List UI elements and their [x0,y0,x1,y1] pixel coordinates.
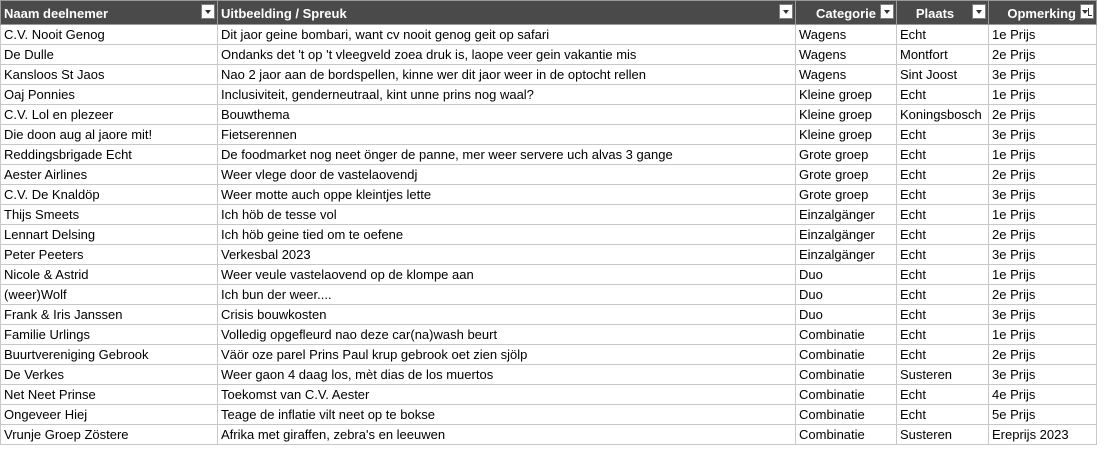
cell-name[interactable]: Peter Peeters [1,245,218,265]
table-row [1,145,1097,165]
filter-dropdown-icon[interactable] [880,4,894,19]
table-row [1,185,1097,205]
cell-name[interactable]: Buurtvereniging Gebrook [1,345,218,365]
cell-remark[interactable]: 1e Prijs [989,25,1097,45]
table-row [1,345,1097,365]
cell-category[interactable]: Combinatie [796,425,897,445]
cell-remark[interactable]: 1e Prijs [989,205,1097,225]
filter-dropdown-icon[interactable] [972,4,986,19]
cell-category[interactable]: Combinatie [796,325,897,345]
cell-remark[interactable]: 3e Prijs [989,125,1097,145]
cell-category[interactable]: Duo [796,265,897,285]
cell-name[interactable]: C.V. Lol en plezeer [1,105,218,125]
cell-category[interactable]: Einzalgänger [796,225,897,245]
cell-place[interactable]: Koningsbosch [897,105,989,125]
cell-name[interactable]: De Dulle [1,45,218,65]
cell-category[interactable]: Combinatie [796,385,897,405]
cell-remark[interactable]: Ereprijs 2023 [989,425,1097,445]
cell-name[interactable]: Frank & Iris Janssen [1,305,218,325]
table-row [1,45,1097,65]
header-place[interactable] [897,1,989,25]
header-theme-label: Uitbeelding / Spreuk [221,5,347,21]
table-row [1,385,1097,405]
cell-place[interactable]: Susteren [897,425,989,445]
cell-name[interactable]: De Verkes [1,365,218,385]
cell-category[interactable]: Einzalgänger [796,245,897,265]
cell-remark[interactable]: 1e Prijs [989,325,1097,345]
table-row [1,105,1097,125]
cell-remark[interactable]: 2e Prijs [989,285,1097,305]
cell-theme[interactable]: Volledig opgefleurd nao deze car(na)wash beurt [218,325,796,345]
cell-place[interactable]: Echt [897,265,989,285]
cell-theme[interactable]: Fietserennen [218,125,796,145]
cell-category[interactable]: Combinatie [796,365,897,385]
cell-theme[interactable]: Weer veule vastelaovend op de klompe aan [218,265,796,285]
cell-theme[interactable]: Weer vlege door de vastelaovendj [218,165,796,185]
cell-name[interactable]: Vrunje Groep Zöstere [1,425,218,445]
table-row [1,65,1097,85]
cell-remark[interactable]: 4e Prijs [989,385,1097,405]
cell-theme[interactable]: Nao 2 jaor aan de bordspellen, kinne wer dit jaor weer in de optocht rellen [218,65,796,85]
cell-name[interactable]: C.V. Nooit Genog [1,25,218,45]
cell-category[interactable]: Wagens [796,45,897,65]
table-row [1,245,1097,265]
cell-category[interactable]: Grote groep [796,185,897,205]
cell-name[interactable]: Reddingsbrigade Echt [1,145,218,165]
cell-category[interactable]: Wagens [796,25,897,45]
cell-remark[interactable]: 2e Prijs [989,345,1097,365]
cell-name[interactable]: Oaj Ponnies [1,85,218,105]
cell-name[interactable]: Die doon aug al jaore mit! [1,125,218,145]
cell-theme[interactable]: Ich bun der weer.... [218,285,796,305]
table-row [1,265,1097,285]
filter-dropdown-icon[interactable] [779,4,793,19]
cell-place[interactable]: Echt [897,165,989,185]
cell-theme[interactable]: Crisis bouwkosten [218,305,796,325]
table-row [1,165,1097,185]
cell-theme[interactable]: Weer motte auch oppe kleintjes lette [218,185,796,205]
table-row [1,85,1097,105]
cell-remark[interactable]: 2e Prijs [989,105,1097,125]
cell-category[interactable]: Combinatie [796,405,897,425]
cell-remark[interactable]: 5e Prijs [989,405,1097,425]
cell-theme[interactable]: Ich höb geine tied om te oefene [218,225,796,245]
cell-theme[interactable]: Ich höb de tesse vol [218,205,796,225]
cell-place[interactable]: Sint Joost [897,65,989,85]
cell-theme[interactable]: Bouwthema [218,105,796,125]
table-row [1,205,1097,225]
cell-category[interactable]: Combinatie [796,345,897,365]
table-row [1,425,1097,445]
cell-category[interactable]: Duo [796,285,897,305]
cell-remark[interactable]: 2e Prijs [989,165,1097,185]
cell-theme[interactable]: De foodmarket nog neet önger de panne, mer weer servere uch alvas 3 gange [218,145,796,165]
cell-remark[interactable]: 1e Prijs [989,145,1097,165]
cell-remark[interactable]: 3e Prijs [989,305,1097,325]
cell-name[interactable]: Familie Urlings [1,325,218,345]
cell-place[interactable]: Montfort [897,45,989,65]
header-category-label: Categorie [816,5,876,21]
header-row [1,1,1097,25]
cell-place[interactable]: Echt [897,225,989,245]
cell-theme[interactable]: Afrika met giraffen, zebra's en leeuwen [218,425,796,445]
cell-place[interactable]: Echt [897,125,989,145]
cell-category[interactable]: Grote groep [796,165,897,185]
cell-theme[interactable]: Ondanks det 't op 't vleegveld zoea druk is, laope veer gein vakantie mis [218,45,796,65]
cell-place[interactable]: Echt [897,145,989,165]
cell-category[interactable]: Grote groep [796,145,897,165]
cell-name[interactable]: Ongeveer Hiej [1,405,218,425]
header-remark-label: Opmerking [1007,5,1076,21]
cell-theme[interactable]: Teage de inflatie vilt neet op te bokse [218,405,796,425]
cell-remark[interactable]: 2e Prijs [989,45,1097,65]
table-row [1,405,1097,425]
header-remark[interactable] [989,1,1097,25]
header-name[interactable] [1,1,218,25]
cell-place[interactable]: Echt [897,25,989,45]
cell-place[interactable]: Echt [897,385,989,405]
cell-place[interactable]: Echt [897,325,989,345]
cell-name[interactable]: C.V. De Knaldöp [1,185,218,205]
cell-category[interactable]: Wagens [796,65,897,85]
cell-theme[interactable]: Weer gaon 4 daag los, mèt dias de los muertos [218,365,796,385]
cell-remark[interactable]: 3e Prijs [989,245,1097,265]
cell-theme[interactable]: Väör oze parel Prins Paul krup gebrook oet zien sjölp [218,345,796,365]
cell-name[interactable]: Lennart Delsing [1,225,218,245]
header-place-label: Plaats [915,5,955,21]
cell-category[interactable]: Einzalgänger [796,205,897,225]
cell-theme[interactable]: Toekomst van C.V. Aester [218,385,796,405]
cell-place[interactable]: Echt [897,245,989,265]
table-row [1,325,1097,345]
cell-place[interactable]: Echt [897,405,989,425]
cell-remark[interactable]: 1e Prijs [989,85,1097,105]
table-row [1,285,1097,305]
table-row [1,125,1097,145]
cell-place[interactable]: Echt [897,345,989,365]
cell-place[interactable]: Echt [897,305,989,325]
cell-name[interactable]: Kansloos St Jaos [1,65,218,85]
filter-dropdown-icon[interactable] [201,4,215,19]
table-row [1,365,1097,385]
cell-theme[interactable]: Inclusiviteit, genderneutraal, kint unne prins nog waal? [218,85,796,105]
cell-remark[interactable]: 1e Prijs [989,265,1097,285]
cell-remark[interactable]: 2e Prijs [989,225,1097,245]
filter-active-icon[interactable] [1080,4,1094,19]
cell-name[interactable]: Thijs Smeets [1,205,218,225]
cell-category[interactable]: Kleine groep [796,105,897,125]
cell-category[interactable]: Kleine groep [796,85,897,105]
table-row [1,25,1097,45]
table-row [1,225,1097,245]
cell-place[interactable]: Echt [897,285,989,305]
cell-name[interactable]: (weer)Wolf [1,285,218,305]
cell-name[interactable]: Net Neet Prinse [1,385,218,405]
table-body [1,25,1097,445]
cell-place[interactable]: Echt [897,85,989,105]
cell-place[interactable]: Echt [897,205,989,225]
table-row [1,305,1097,325]
cell-category[interactable]: Kleine groep [796,125,897,145]
header-theme[interactable] [218,1,796,25]
cell-theme[interactable]: Dit jaor geine bombari, want cv nooit genog geit op safari [218,25,796,45]
cell-theme[interactable]: Verkesbal 2023 [218,245,796,265]
cell-remark[interactable]: 3e Prijs [989,365,1097,385]
cell-name[interactable]: Aester Airlines [1,165,218,185]
cell-place[interactable]: Susteren [897,365,989,385]
cell-place[interactable]: Echt [897,185,989,205]
cell-category[interactable]: Duo [796,305,897,325]
cell-name[interactable]: Nicole & Astrid [1,265,218,285]
header-category[interactable] [796,1,897,25]
cell-remark[interactable]: 3e Prijs [989,65,1097,85]
cell-remark[interactable]: 3e Prijs [989,185,1097,205]
header-name-label: Naam deelnemer [4,5,109,21]
